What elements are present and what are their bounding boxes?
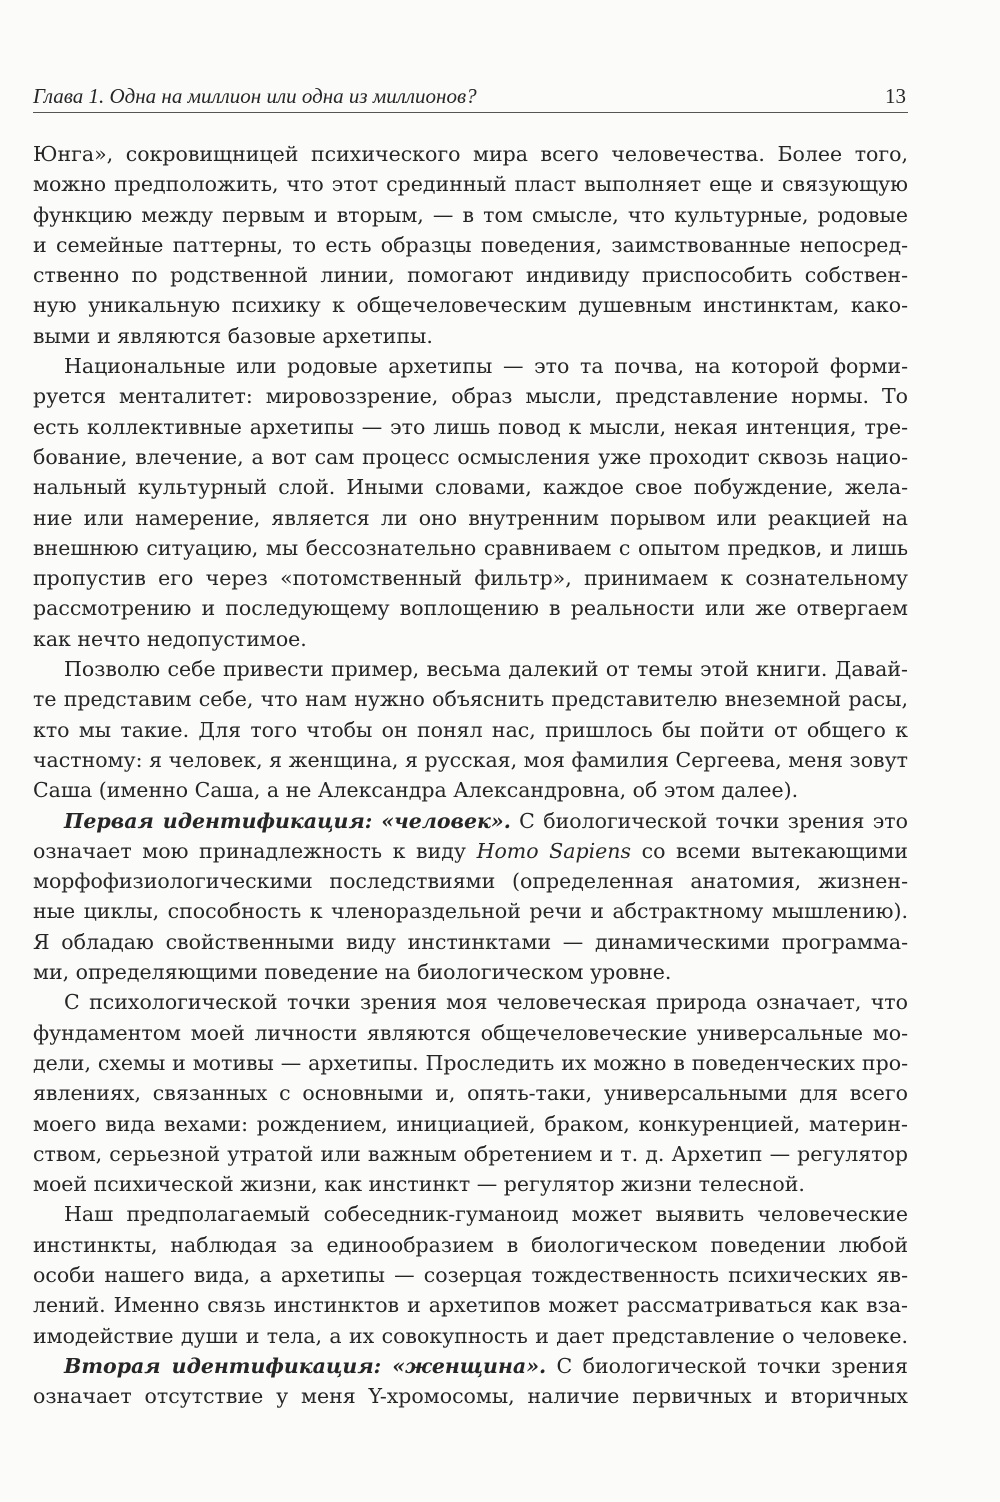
- line-text: означает мою принадлежность к виду: [33, 838, 477, 863]
- text-line: [33, 745, 908, 775]
- line-text: ством, серьезной утратой или важным обретением и т. д. Архетип — регулятор: [33, 1141, 908, 1166]
- text-line: [33, 1139, 908, 1169]
- line-text: пропустив его через «потомственный фильтр», принимаем к сознательному: [33, 566, 908, 591]
- line-text: морфофизиологическими последствиями (определенная анатомия, жизнен-: [33, 869, 908, 894]
- text-line: [33, 896, 908, 926]
- line-text: фундаментом моей личности являются общечеловеческие универсальные мо-: [33, 1020, 908, 1045]
- text-line: [33, 715, 908, 745]
- line-text: дели, схемы и мотивы — архетипы. Проследить их можно в поведенческих про-: [33, 1050, 908, 1075]
- line-text: Саша (именно Саша, а не Александра Александровна, об этом далее).: [33, 778, 799, 803]
- text-line: [33, 351, 908, 381]
- line-text: особи нашего вида, а архетипы — созерцая тождественность психических яв-: [33, 1262, 908, 1287]
- line-text: выми и являются базовые архетипы.: [33, 323, 433, 348]
- text-line: [33, 1169, 908, 1199]
- text-line: [33, 987, 908, 1017]
- text-line: [33, 503, 908, 533]
- bold-lead-in: Первая идентификация: «человек».: [64, 808, 511, 833]
- line-text: Наш предполагаемый собеседник-гуманоид может выявить человеческие: [64, 1202, 908, 1227]
- line-text: нальный культурный слой. Иными словами, каждое свое побуждение, жела-: [33, 475, 908, 500]
- text-line: [33, 472, 908, 502]
- text-line: [33, 139, 908, 169]
- text-line: [33, 533, 908, 563]
- text-line: [33, 624, 908, 654]
- text-line: [33, 1018, 908, 1048]
- line-text: ную уникальную психику к общечеловеческим душевным инстинктам, како-: [33, 293, 908, 318]
- line-text: ственно по родственной линии, помогают индивиду приспособить собствен-: [33, 263, 908, 288]
- text-line: [33, 290, 908, 320]
- line-text: явлениях, связанных с основными и, опять-таки, универсальными для всего: [33, 1081, 908, 1106]
- italic-term: Homo Sapiens: [476, 838, 631, 863]
- line-text: рассмотрению и последующему воплощению в реальности или же отвергаем: [33, 596, 908, 621]
- line-text: Я обладаю свойственными виду инстинктами — динамическими программа-: [33, 929, 908, 954]
- text-line: [33, 1351, 908, 1381]
- text-line: [33, 1260, 908, 1290]
- text-line: [33, 836, 908, 866]
- running-header: [33, 80, 908, 113]
- text-line: [33, 593, 908, 623]
- text-line: [33, 563, 908, 593]
- text-line: [33, 1381, 908, 1411]
- text-line: [33, 1199, 908, 1229]
- page-body-text: [33, 139, 908, 1411]
- text-line: [33, 1290, 908, 1320]
- line-text: имодействие души и тела, а их совокупность и дает представление о человеке.: [33, 1323, 908, 1348]
- line-text: С биологической точки зрения: [556, 1353, 908, 1378]
- text-line: [33, 321, 908, 351]
- line-text: как нечто недопустимое.: [33, 626, 307, 651]
- line-text: бование, влечение, а вот сам процесс осмысления уже проходит сквозь нацио-: [33, 444, 908, 469]
- line-text: частному: я человек, я женщина, я русская, моя фамилия Сергеева, меня зовут: [33, 747, 908, 772]
- line-text: означает отсутствие у меня Y-хромосомы, наличие первичных и вторичных: [33, 1384, 908, 1409]
- line-text: и семейные паттерны, то есть образцы поведения, заимствованные непосред-: [33, 232, 908, 257]
- line-text: Национальные или родовые архетипы — это та почва, на которой форми-: [64, 354, 908, 379]
- line-text: лений. Именно связь инстинктов и архетипов может рассматриваться как вза-: [33, 1293, 908, 1318]
- text-line: [33, 230, 908, 260]
- line-text: Позволю себе привести пример, весьма далекий от темы этой книги. Давай-: [64, 657, 908, 682]
- text-line: [33, 1109, 908, 1139]
- line-text: те представим себе, что нам нужно объяснить представителю внеземной расы,: [33, 687, 908, 712]
- line-text: Юнга», сокровищницей психического мира всего человечества. Более того,: [33, 142, 908, 166]
- line-text: функцию между первым и вторым, — в том смысле, что культурные, родовые: [33, 202, 908, 227]
- text-line: [33, 654, 908, 684]
- line-text: ние или намерение, является ли оно внутренним порывом или реакцией на: [33, 505, 908, 530]
- text-line: [33, 684, 908, 714]
- text-line: [33, 1078, 908, 1108]
- line-text: внешнюю ситуацию, мы бессознательно сравниваем с опытом предков, и лишь: [33, 535, 908, 560]
- text-line: [33, 260, 908, 290]
- line-text: моей психической жизни, как инстинкт — регулятор жизни телесной.: [33, 1172, 805, 1197]
- line-text: со всеми вытекающими: [630, 838, 908, 863]
- text-line: [33, 412, 908, 442]
- text-line: [33, 866, 908, 896]
- text-line: [33, 1230, 908, 1260]
- line-text: ные циклы, способность к членораздельной речи и абстрактному мышлению).: [33, 899, 908, 924]
- chapter-title: Глава 1. Одна на миллион или одна из миллионов?: [33, 84, 477, 108]
- page-number: 13: [885, 84, 906, 108]
- line-text: С психологической точки зрения моя человеческая природа означает, что: [64, 990, 908, 1015]
- line-text: можно предположить, что этот срединный пласт выполняет еще и связующую: [33, 172, 908, 197]
- text-line: [33, 957, 908, 987]
- text-line: [33, 927, 908, 957]
- text-line: [33, 1048, 908, 1078]
- line-text: С биологической точки зрения это: [510, 808, 908, 833]
- line-text: кто мы такие. Для того чтобы он понял нас, пришлось бы пойти от общего к: [33, 717, 908, 742]
- line-text: моего вида вехами: рождением, инициацией, браком, конкуренцией, материн-: [33, 1111, 908, 1136]
- bold-lead-in: Вторая идентификация: «женщина».: [64, 1353, 547, 1378]
- line-text: ми, определяющими поведение на биологическом уровне.: [33, 960, 672, 985]
- line-text: инстинкты, наблюдая за единообразием в биологическом поведении любой: [33, 1232, 908, 1257]
- text-line: [33, 1321, 908, 1351]
- text-line: [33, 200, 908, 230]
- text-line: [33, 381, 908, 411]
- text-line: [33, 806, 908, 836]
- line-text: руется менталитет: мировоззрение, образ мысли, представление нормы. То: [33, 384, 908, 409]
- text-line: [33, 775, 908, 805]
- text-line: [33, 442, 908, 472]
- text-line: [33, 169, 908, 199]
- line-text: есть коллективные архетипы — это лишь повод к мысли, некая интенция, тре-: [33, 414, 908, 439]
